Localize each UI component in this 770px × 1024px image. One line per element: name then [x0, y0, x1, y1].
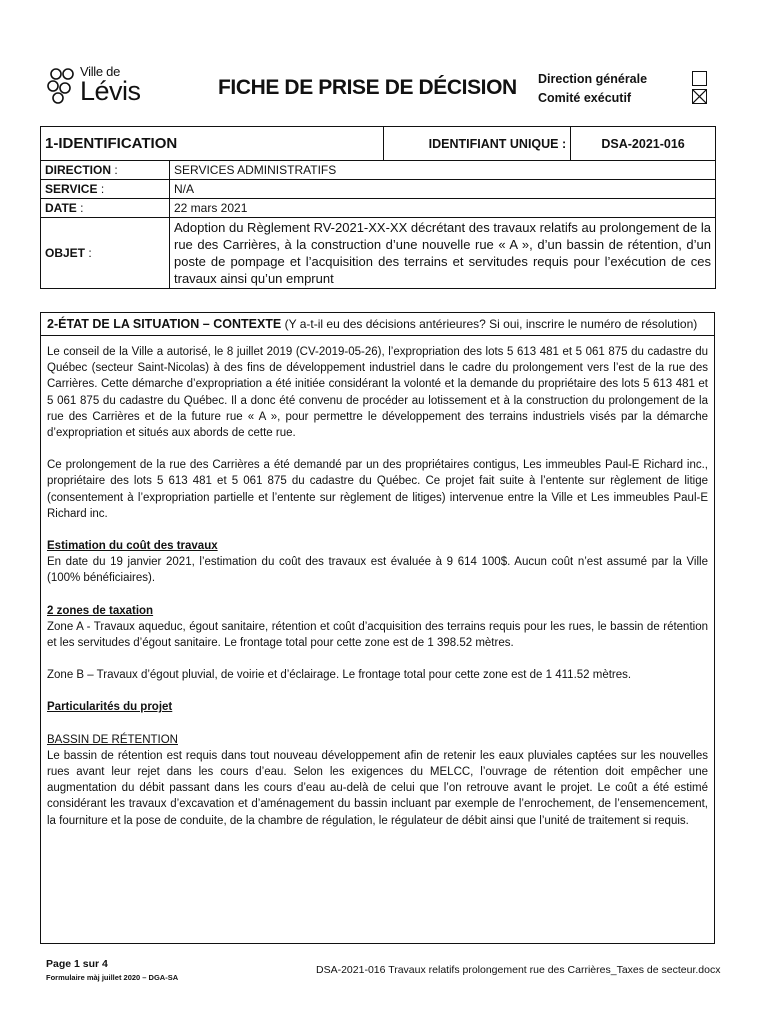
situation-section — [40, 312, 715, 944]
direction-value: SERVICES ADMINISTRATIFS — [170, 161, 716, 180]
direction-generale-checkbox[interactable] — [692, 71, 707, 86]
identifiant-unique-value: DSA-2021-016 — [571, 127, 716, 161]
bassin-heading: BASSIN DE RÉTENTION — [47, 733, 178, 746]
zones-heading: 2 zones de taxation — [47, 604, 154, 617]
service-label: SERVICE : — [41, 180, 170, 199]
levis-emblem-icon — [46, 66, 78, 106]
identification-table — [40, 126, 716, 289]
checkbox-cross-icon — [693, 90, 706, 103]
document-filename: DSA-2021-016 Travaux relatifs prolongement rue des Carrières_Taxes de secteur.docx — [316, 964, 721, 976]
situation-subtitle: (Y a-t-il eu des décisions antérieures? Si oui, inscrire le numéro de résolution) — [284, 317, 698, 331]
direction-label: DIRECTION : — [41, 161, 170, 180]
situation-title: 2-ÉTAT DE LA SITUATION – CONTEXTE — [47, 317, 282, 331]
form-version: Formulaire màj juillet 2020 – DGA-SA — [46, 973, 179, 982]
zone-b-text: Zone B – Travaux d’égout pluvial, de voirie et d’éclairage. Le frontage total pour cette zone est de 1 411.52 mètres. — [47, 669, 632, 682]
direction-generale-label: Direction générale — [538, 72, 648, 86]
table-row — [41, 180, 716, 199]
context-paragraph-1: Le conseil de la Ville a autorisé, le 8 juillet 2019 (CV-2019-05-26), l’expropriation des lots 5 613 481 et 5 061 875 du cadastre du Québec (secteur Saint-Nicolas) à des fins de développement industriel dans le cadre du prolongement vers l’est de la rue des Carrières. Cette démarche d’expropriation a été initiée considérant la volonté et la demande du propriétaire des lots 5 613 481 et 5 061 875 du cadastre du Québec. Il a donc été convenu de procéder au lotissement et à la construction du prolongement de la rue des Carrières et de la future rue « A », pour permettre le développement des terrains industriels visés par la démarche d’expropriation et situés aux abords de cette rue. — [47, 346, 708, 440]
service-value: N/A — [170, 180, 716, 199]
document-title: FICHE DE PRISE DE DÉCISION — [218, 76, 517, 99]
date-label: DATE : — [41, 199, 170, 218]
table-row — [41, 218, 716, 289]
logo-ville-text: Ville de — [80, 64, 121, 79]
context-paragraph-2: Ce prolongement de la rue des Carrières a été demandé par un des propriétaires contigus, Les immeubles Paul-E Richard inc., propriétaire des lots 5 613 481 et 5 061 875 du cadastre du Québec. Ce projet fait suite à l’entente sur règlement de litige (consentement à l’expropriation partielle et l’entente sur règlement de litiges) intervenue entre la Ville et Les immeubles Paul-E Richard inc. — [47, 459, 708, 520]
objet-value: Adoption du Règlement RV-2021-XX-XX décrétant des travaux relatifs au prolongement de la rue des Carrières, à la construction d’une nouvelle rue « A », d’un bassin de rétention, d’un poste de pompage et l’acquisition des terrains et servitudes requis pour l’exécution de ces travaux ainsi qu’un emprunt — [170, 218, 716, 289]
ville-de-levis-logo — [46, 64, 156, 110]
situation-header — [41, 313, 714, 336]
particularites-heading: Particularités du projet — [47, 701, 173, 714]
zone-a-text: Zone A - Travaux aqueduc, égout sanitaire, rétention et coût d’acquisition des terrains requis pour les rues, le bassin de rétention et les servitudes d’égout sanitaire. Le frontage total pour cette zone est de 1 398.52 mètres. — [47, 620, 708, 650]
bassin-text: Le bassin de rétention est requis dans tout nouveau développement afin de retenir les eaux pluviales captées sur les nouvelles rues avant leur rejet dans les cours d’eau. Selon les exigences du MELCC, l’ouvrage de rétention doit empêcher une augmentation du débit passant dans les cours d’eau au-delà de celui que l’on retrouve avant le projet. Le coût a été estimé considérant les travaux d’excavation et d’aménagement du bassin incluant par exemple de l’enrochement, de l’ensemencement, la fourniture et la pose de conduite, de la chambre de régulation, le régulateur de débit ainsi que l’unité de traitement si requis. — [47, 749, 708, 827]
page-number: Page 1 sur 4 — [46, 958, 108, 970]
situation-body — [41, 336, 714, 829]
objet-label: OBJET : — [41, 218, 170, 289]
estimation-heading: Estimation du coût des travaux — [47, 540, 218, 553]
identification-title: 1-IDENTIFICATION — [41, 127, 384, 161]
comite-executif-label: Comité exécutif — [538, 91, 632, 105]
table-row — [41, 161, 716, 180]
comite-executif-checkbox[interactable] — [692, 89, 707, 104]
date-value: 22 mars 2021 — [170, 199, 716, 218]
logo-levis-text: Lévis — [80, 76, 141, 106]
approval-level-labels — [538, 70, 647, 108]
table-row — [41, 199, 716, 218]
identifiant-unique-label: IDENTIFIANT UNIQUE : — [384, 127, 571, 161]
estimation-text: En date du 19 janvier 2021, l’estimation du coût des travaux est évaluée à 9 614 100$. Aucun coût n’est assumé par la Ville (100% bénéficiaires). — [47, 556, 708, 585]
